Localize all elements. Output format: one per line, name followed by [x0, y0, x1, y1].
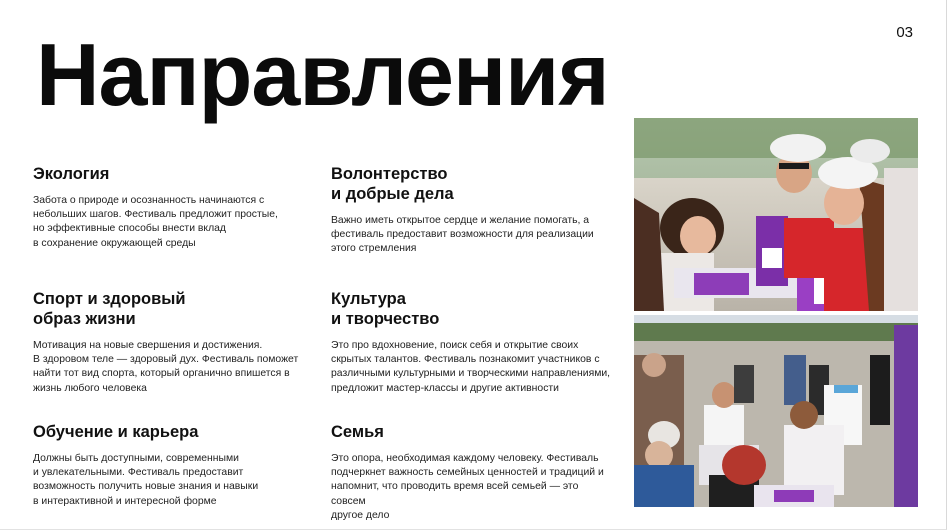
topic-culture	[331, 289, 611, 396]
topic-heading: Семья	[331, 423, 384, 441]
topic-text: Это про вдохновение, поиск себя и открытие своих скрытых талантов. Фестиваль познакомит участников с различными культурными и творческими направлениями, предложит мастер-классы и другие активности	[331, 340, 611, 394]
topic-text: Забота о природе и осознанность начинаются с небольших шагов. Фестиваль предложит простые, но эффективные способы внести вклад в сохранение окружающей среды	[33, 195, 278, 249]
page-number: 03	[896, 24, 913, 41]
topic-heading: Культура и творчество	[331, 290, 440, 328]
topic-education	[33, 422, 313, 509]
topic-heading: Спорт и здоровый образ жизни	[33, 290, 186, 328]
topic-text: Мотивация на новые свершения и достижения. В здоровом теле — здоровый дух. Фестиваль поможет найти тот вид спорта, который органично впишется в жизнь любого человека	[33, 340, 299, 394]
topic-heading: Экология	[33, 165, 110, 183]
topic-text: Важно иметь открытое сердце и желание помогать, а фестиваль предоставит возможности для реализации этого стремления	[331, 215, 594, 255]
photo-volunteers-stand	[634, 118, 918, 311]
topic-family	[331, 422, 611, 523]
topic-sport	[33, 289, 313, 396]
topic-volunteering	[331, 164, 611, 257]
topic-ecology	[33, 164, 313, 251]
topic-text: Это опора, необходимая каждому человеку. Фестиваль подчеркнет важность семейных ценностей и традиций и напомнит, что проводить время всей семьей — это совсем другое дело	[331, 453, 604, 521]
photo-festival-crowd	[634, 315, 918, 507]
topic-heading: Обучение и карьера	[33, 423, 199, 441]
topic-heading: Волонтерство и добрые дела	[331, 165, 454, 203]
page-title: Направления	[36, 25, 609, 124]
topic-text: Должны быть доступными, современными и увлекательными. Фестиваль предоставит возможность получить новые знания и навыки в интерактивной и интересной форме	[33, 453, 259, 507]
